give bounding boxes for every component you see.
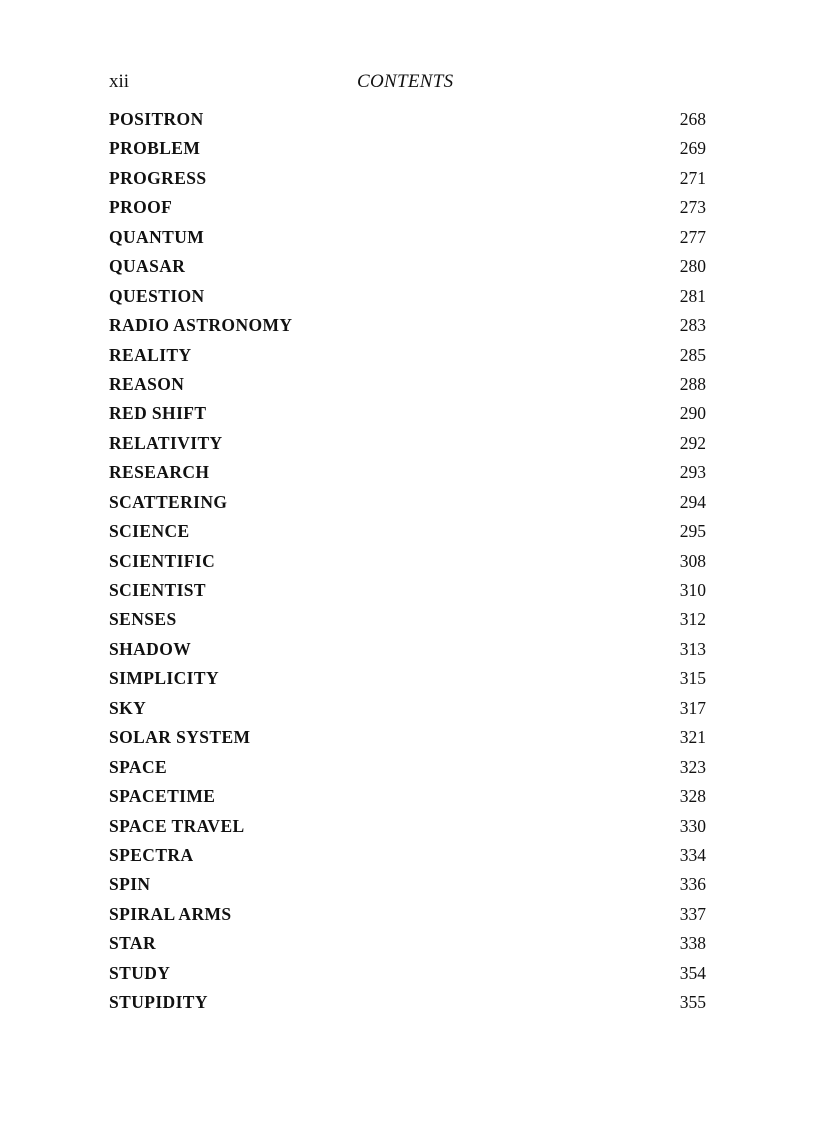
toc-entry-title: SCIENTIFIC [109,550,216,571]
toc-entry-title: SCATTERING [109,491,228,512]
toc-entry [109,429,706,458]
toc-entry-page-number: 271 [679,167,706,188]
toc-entry-title: STAR [109,933,156,954]
toc-entry [109,576,706,605]
toc-entry-title: SPACE TRAVEL [109,815,245,836]
toc-entry-page-number: 308 [679,550,706,571]
toc-entry-page-number: 321 [679,727,706,748]
toc-entry-page-number: 281 [679,285,706,306]
toc-entry-page-number: 280 [679,256,706,277]
toc-entry [109,900,706,929]
toc-entry [109,370,706,399]
toc-entry-page-number: 334 [679,844,706,865]
toc-entry-title: SOLAR SYSTEM [109,727,251,748]
toc-entry-page-number: 268 [679,109,706,129]
toc-entry-title: RED SHIFT [109,403,207,424]
toc-entry [109,635,706,664]
toc-entry-page-number: 288 [679,373,706,394]
toc-entry-page-number: 355 [679,992,706,1013]
toc-entry-title: RADIO ASTRONOMY [109,315,293,336]
toc-entry [109,547,706,576]
toc-entry [109,488,706,517]
toc-entry-title: REASON [109,373,185,394]
toc-entry [109,311,706,340]
toc-entry-page-number: 290 [679,403,706,424]
toc-entry-page-number: 277 [679,226,706,247]
toc-entry-title: PROBLEM [109,138,201,159]
running-head: CONTENTS [357,71,454,92]
toc-entry-title: QUANTUM [109,226,205,247]
toc-entry-title: REALITY [109,344,192,365]
toc-entry-title: STUPIDITY [109,992,208,1013]
toc-entry-title: QUASAR [109,256,186,277]
toc-entry-title: PROGRESS [109,167,207,188]
page-header [109,70,706,94]
toc-entry [109,605,706,634]
toc-entry [109,517,706,546]
toc-entry-title: SENSES [109,609,177,630]
page-number: xii [109,71,130,92]
toc-entry [109,341,706,370]
toc-entry-title: SPIN [109,874,151,895]
toc-entry [109,782,706,811]
toc-entry [109,753,706,782]
toc-entry-page-number: 295 [679,521,706,542]
toc-entry-title: SCIENTIST [109,580,206,600]
toc-entry [109,694,706,723]
toc-entry-title: PROOF [109,197,173,218]
toc-entry [109,252,706,281]
toc-entry-title: SPIRAL ARMS [109,903,232,924]
toc-entry-page-number: 285 [679,344,706,365]
toc-entry [109,870,706,899]
toc-entry-page-number: 354 [679,962,706,983]
toc-entry [109,812,706,841]
toc-entry-page-number: 323 [679,756,706,777]
toc-entry-page-number: 315 [679,668,706,689]
toc-entry [109,164,706,193]
toc-entry-title: POSITRON [109,109,204,129]
toc-entry [109,458,706,487]
toc-entry [109,959,706,988]
toc-entry [109,105,706,134]
toc-entry-title: QUESTION [109,285,205,306]
toc-entry-page-number: 292 [679,432,706,453]
toc-entry-page-number: 312 [679,609,706,630]
toc-entry [109,399,706,428]
toc-entry [109,664,706,693]
toc-entry-page-number: 317 [679,697,706,718]
toc-entry-page-number: 273 [679,197,706,218]
toc-entry [109,223,706,252]
toc-entry-title: STUDY [109,962,171,983]
table-of-contents [109,105,706,1018]
toc-entry-page-number: 310 [679,580,706,600]
toc-entry-title: SKY [109,697,147,718]
toc-entry [109,929,706,958]
toc-entry-page-number: 338 [679,933,706,954]
toc-entry [109,193,706,222]
toc-entry-page-number: 337 [679,903,706,924]
toc-entry [109,282,706,311]
toc-entry-page-number: 283 [679,315,706,336]
toc-entry-title: RELATIVITY [109,432,223,453]
toc-entry [109,723,706,752]
toc-entry-title: SPACETIME [109,786,216,807]
toc-entry-page-number: 313 [679,638,706,659]
toc-entry-page-number: 294 [679,491,706,512]
toc-entry-page-number: 328 [679,786,706,807]
toc-entry [109,988,706,1017]
toc-entry-title: SPECTRA [109,844,194,865]
toc-entry-title: SIMPLICITY [109,668,219,689]
toc-entry-page-number: 293 [679,462,706,483]
toc-entry-title: SCIENCE [109,521,190,542]
toc-entry-title: SPACE [109,756,168,777]
toc-entry [109,841,706,870]
toc-entry-title: RESEARCH [109,462,210,483]
toc-entry [109,134,706,163]
toc-entry-page-number: 269 [679,138,706,159]
toc-entry-page-number: 336 [679,874,706,895]
toc-entry-title: SHADOW [109,638,192,659]
toc-entry-page-number: 330 [679,815,706,836]
